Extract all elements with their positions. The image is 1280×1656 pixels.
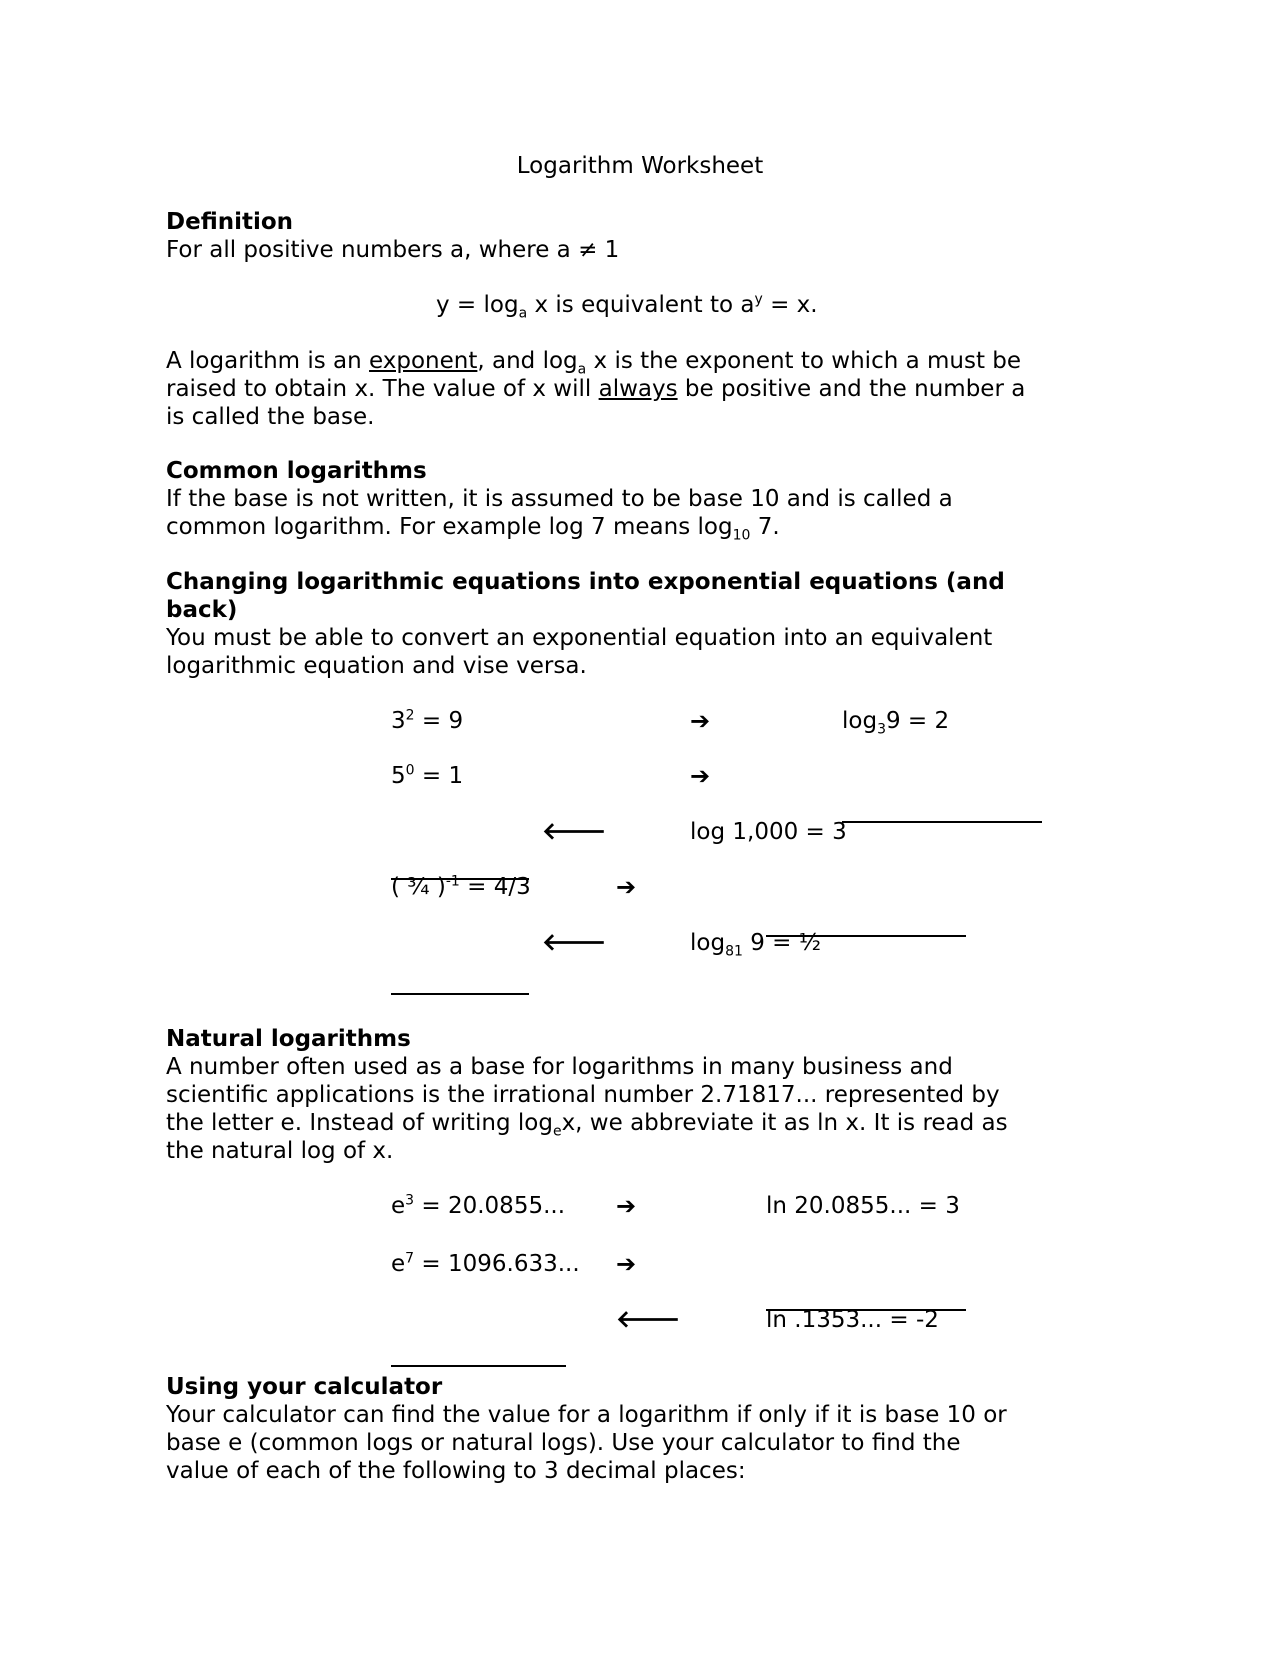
heading-natural-logarithms: Natural logarithms [166,1026,411,1052]
arrow-right-icon: ➔ [616,1192,637,1220]
exp-equation-4 [391,873,531,901]
superscript: y [754,291,763,308]
superscript: 0 [405,762,415,779]
log-equation-1 [842,707,950,738]
subscript: 3 [877,721,886,738]
text: = 20.0855... [414,1193,566,1219]
text: 3 [391,708,406,734]
ln-equation-3: ln .1353... = -2 [766,1307,939,1333]
text: value of each of the following to 3 decimal places: [166,1458,746,1484]
text: y = log [436,292,519,318]
ln-equation-1: ln 20.0855... = 3 [766,1193,960,1219]
text: 7. [750,514,780,540]
text: x is equivalent to a [527,292,755,318]
text: the letter e. Instead of writing log [166,1110,553,1136]
exp-equation-e7 [391,1250,580,1278]
superscript: -1 [445,873,460,890]
text: base e (common logs or natural logs). Use your calculator to find the [166,1430,961,1456]
heading-definition: Definition [166,209,294,235]
text: logarithmic equation and vise versa. [166,653,587,679]
text: log [690,930,726,956]
text: 5 [391,763,406,789]
text: common logarithm. For example log 7 means log [166,514,733,540]
text: x, we abbreviate it as ln x. It is read as [561,1110,1008,1136]
answer-blank[interactable] [391,993,529,995]
subscript: e [552,1123,562,1140]
exp-equation-2 [391,762,463,790]
text: = 9 [414,708,464,734]
calculator-paragraph [166,1401,1126,1485]
text: Changing logarithmic equations into exponential equations (and [166,569,1005,595]
log-equation-5 [690,929,822,960]
changing-paragraph [166,624,1126,680]
text: the natural log of x. [166,1138,394,1164]
text: = x. [762,292,818,318]
text: raised to obtain x. The value of x will [166,376,599,402]
subscript: a [577,361,587,378]
underlined-term: exponent [369,348,478,374]
text: log [842,708,878,734]
answer-blank[interactable] [842,821,1042,823]
arrow-left-icon: 🡐 [542,817,607,845]
heading-changing [166,568,1126,624]
subscript: 81 [725,943,743,960]
text: = 4/3 [459,874,531,900]
text: , and log [477,348,578,374]
text: 9 = 2 [885,708,950,734]
arrow-left-icon: 🡐 [542,928,607,956]
text: Your calculator can find the value for a logarithm if only if it is base 10 or [166,1402,1007,1428]
answer-blank[interactable] [391,1365,566,1367]
arrow-right-icon: ➔ [616,873,637,901]
text: If the base is not written, it is assumed to be base 10 and is called a [166,486,953,512]
definition-paragraph [166,347,1126,431]
text: ( ¾ ) [391,874,446,900]
superscript: 3 [405,1192,415,1209]
superscript: 7 [405,1250,415,1267]
subscript: a [518,305,528,322]
text: be positive and the number a [677,376,1026,402]
subscript: 10 [732,527,751,544]
heading-using-calculator: Using your calculator [166,1374,443,1400]
arrow-left-icon: 🡐 [616,1305,681,1333]
natural-paragraph [166,1053,1126,1165]
text: e [391,1251,406,1277]
arrow-right-icon: ➔ [690,707,711,735]
definition-formula [436,291,818,322]
text: scientific applications is the irrational number 2.71817... represented by [166,1082,1000,1108]
superscript: 2 [405,707,415,724]
definition-intro: For all positive numbers a, where a ≠ 1 [166,237,620,263]
arrow-right-icon: ➔ [616,1250,637,1278]
text: back) [166,597,238,623]
common-paragraph [166,485,1126,544]
text: e [391,1193,406,1219]
log-equation-3: log 1,000 = 3 [690,819,847,845]
arrow-right-icon: ➔ [690,762,711,790]
text: = 1096.633... [414,1251,580,1277]
heading-common-logarithms: Common logarithms [166,458,427,484]
text: 9 = ½ [742,930,822,956]
exp-equation-e3 [391,1192,565,1220]
text: A number often used as a base for logarithms in many business and [166,1054,953,1080]
exp-equation-1 [391,707,463,735]
page-title: Logarithm Worksheet [516,153,764,179]
underlined-term: always [598,376,678,402]
text: A logarithm is an [166,348,370,374]
text: x is the exponent to which a must be [586,348,1022,374]
text: You must be able to convert an exponential equation into an equivalent [166,625,993,651]
text: = 1 [414,763,464,789]
text: is called the base. [166,404,375,430]
